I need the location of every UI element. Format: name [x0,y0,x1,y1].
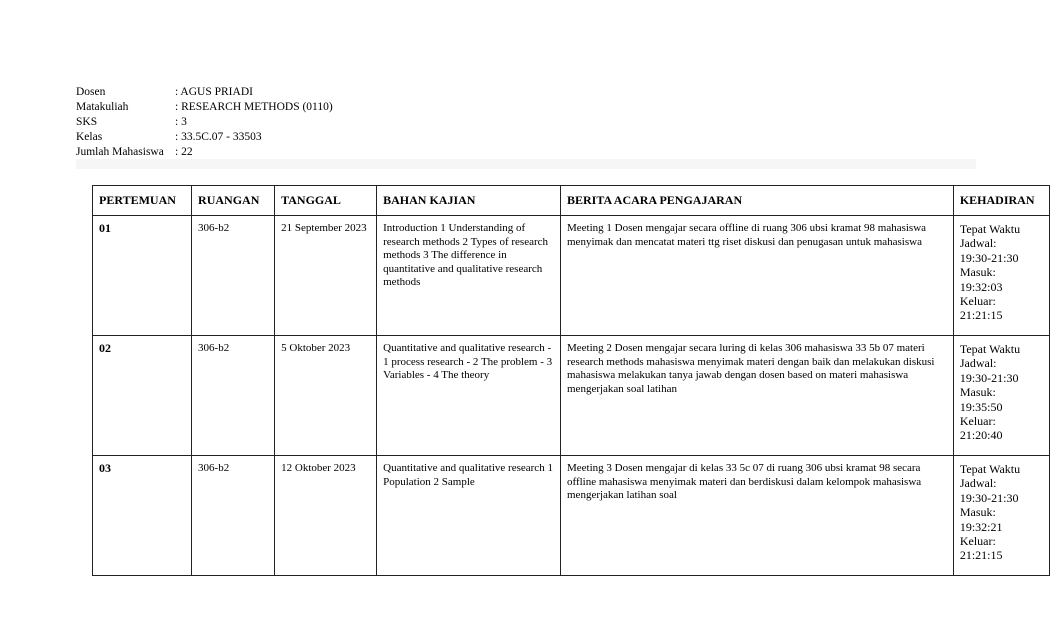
divider-band [76,159,976,169]
cell-berita-acara: Meeting 2 Dosen mengajar secara luring di kelas 306 mahasiswa 33 5b 07 materi research methods mahasiswa menyimak materi dengan baik dan melakukan diskusi mahasiswa melakukan tanya jawab dengan dosen based on materi mahasiswa mengerjakan soal latihan [561,336,954,456]
keluar-value: 21:21:15 [959,308,1003,323]
col-ruangan: RUANGAN [192,186,275,216]
dosen-value: : AGUS PRIADI [175,86,253,98]
jadwal-label: Jadwal: [959,476,997,491]
masuk-value: 19:32:21 [959,519,1003,534]
jadwal-value: 19:30-21:30 [959,490,1019,505]
info-row-jumlah [76,145,333,160]
cell-bahan-kajian: Quantitative and qualitative research 1 Population 2 Sample [377,456,561,576]
keluar-value: 21:20:40 [959,428,1003,443]
dosen-label: Dosen [76,86,106,98]
cell-ruangan: 306-b2 [192,216,275,336]
masuk-value: 19:35:50 [959,399,1003,414]
kelas-label: Kelas [76,131,103,143]
cell-bahan-kajian: Introduction 1 Understanding of research methods 2 Types of research methods 3 The difference in quantitative and qualitative research methods [377,216,561,336]
kelas-value: : 33.5C.07 - 33503 [175,131,262,143]
keluar-label: Keluar: [959,414,996,429]
masuk-label: Masuk: [959,505,996,520]
col-berita-acara: BERITA ACARA PENGAJARAN [561,186,954,216]
attendance-table [92,185,1050,576]
masuk-value: 19:32:03 [959,279,1003,294]
info-row-sks [76,115,333,130]
col-bahan-kajian: BAHAN KAJIAN [377,186,561,216]
cell-ruangan: 306-b2 [192,456,275,576]
info-row-matakuliah [76,100,333,115]
col-kehadiran: KEHADIRAN [953,186,1049,216]
cell-kehadiran [953,216,1049,336]
masuk-label: Masuk: [959,385,996,400]
keluar-label: Keluar: [959,294,996,309]
status-text: Tepat Waktu [959,342,1021,356]
table-row [93,456,1050,576]
cell-ruangan: 306-b2 [192,336,275,456]
jumlah-label: Jumlah Mahasiswa [76,146,164,158]
masuk-label: Masuk: [959,265,996,280]
sks-label: SKS [76,116,98,128]
keluar-value: 21:21:15 [959,548,1003,563]
matakuliah-value: : RESEARCH METHODS (0110) [175,101,333,113]
matakuliah-label: Matakuliah [76,101,129,113]
info-row-kelas [76,130,333,145]
cell-berita-acara: Meeting 3 Dosen mengajar di kelas 33 5c 07 di ruang 306 ubsi kramat 98 secara offline mahasiswa menyimak materi dan berdiskusi dalam kelompok mahasiswa mengerjakan latihan soal [561,456,954,576]
cell-pertemuan: 01 [93,216,192,336]
info-row-dosen [76,85,333,100]
cell-kehadiran [953,336,1049,456]
table-row [93,336,1050,456]
table-row [93,216,1050,336]
jadwal-label: Jadwal: [959,236,997,251]
status-text: Tepat Waktu [959,462,1021,476]
cell-tanggal: 12 Oktober 2023 [275,456,377,576]
cell-bahan-kajian: Quantitative and qualitative research - 1 process research - 2 The problem - 3 Variables - 4 The theory [377,336,561,456]
jadwal-value: 19:30-21:30 [959,250,1019,265]
course-info [76,85,333,160]
jadwal-label: Jadwal: [959,356,997,371]
keluar-label: Keluar: [959,534,996,549]
cell-pertemuan: 02 [93,336,192,456]
cell-berita-acara: Meeting 1 Dosen mengajar secara offline di ruang 306 ubsi kramat 98 mahasiswa menyimak dan mencatat materi ttg riset diskusi dan penugasan untuk mahasiswa [561,216,954,336]
sks-value: : 3 [175,116,187,128]
col-tanggal: TANGGAL [275,186,377,216]
cell-tanggal: 21 September 2023 [275,216,377,336]
cell-kehadiran [953,456,1049,576]
table-header-row [93,186,1050,216]
jadwal-value: 19:30-21:30 [959,370,1019,385]
status-text: Tepat Waktu [959,222,1021,236]
col-pertemuan: PERTEMUAN [93,186,192,216]
jumlah-value: : 22 [175,146,193,158]
cell-pertemuan: 03 [93,456,192,576]
cell-tanggal: 5 Oktober 2023 [275,336,377,456]
